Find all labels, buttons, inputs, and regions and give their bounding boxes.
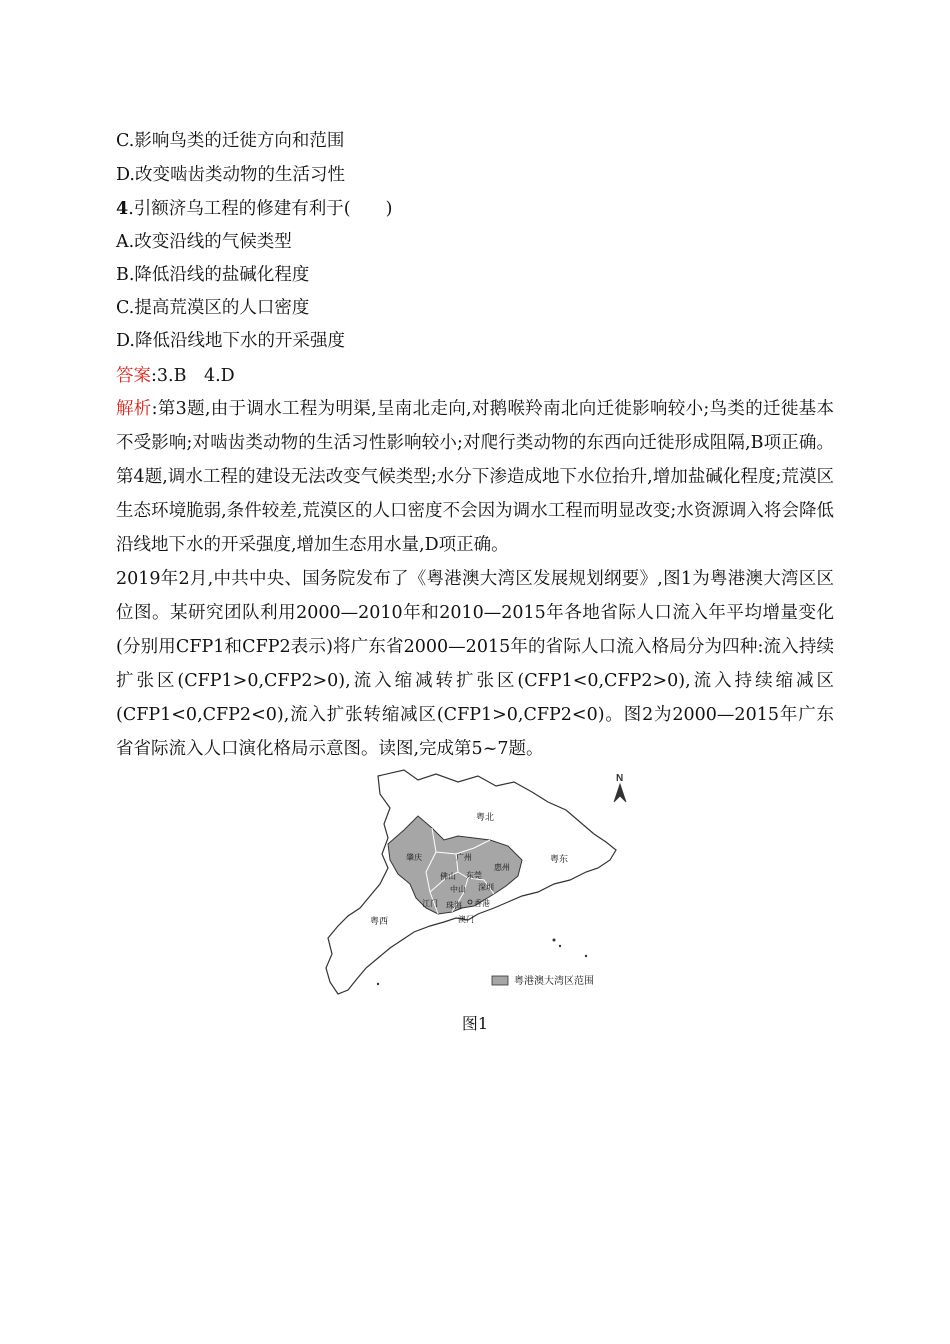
question-4-stem: [116, 199, 392, 219]
label-zhongshan: 中山: [450, 885, 466, 894]
answer-line: [116, 366, 235, 386]
label-xianggang: 香港: [474, 899, 490, 908]
label-huizhou: 惠州: [494, 863, 510, 872]
label-jiangmen: 江门: [422, 899, 438, 908]
island-dot: [553, 939, 556, 942]
label-dongguan: 东莞: [466, 871, 482, 880]
bay-area-map: [318, 768, 638, 996]
north-arrow-icon: [614, 784, 626, 802]
legend-label: 粤港澳大湾区范围: [514, 976, 594, 987]
legend-swatch: [492, 976, 508, 985]
island-dot: [377, 983, 379, 985]
option-4c: C.提高荒漠区的人口密度: [116, 298, 310, 318]
label-zhuhai: 珠海: [446, 901, 462, 910]
answer-label: 答案: [116, 366, 151, 386]
option-4a: A.改变沿线的气候类型: [116, 232, 292, 252]
label-yuedong: 粤东: [550, 854, 569, 864]
intro-text: 2019年2月,中共中央、国务院发布了《粤港澳大湾区发展规划纲要》,图1为粤港澳大湾区区位图。某研究团队利用2000—2010年和2010—2015年各地省际人口流入年平均增量变化(分别用CFP1和CFP2表示)将广东省2000—2015年的省际人口流入格局分为四种:流入持续扩张区(CFP1>0,CFP2>0),流入缩减转扩张区(CFP1<0,CFP2>0),流入持续缩减区(CFP1<0,CFP2<0),流入扩张转缩减区(CFP1>0,CFP2<0)。图2为2000—2015年广东省省际流入人口演化格局示意图。读图,完成第5~7题。: [116, 569, 834, 759]
analysis-label: 解析: [116, 399, 152, 419]
label-foshan: 佛山: [440, 872, 456, 881]
label-yuebei: 粤北: [476, 812, 495, 822]
analysis-paragraph: [116, 392, 834, 562]
intro-paragraph: [116, 562, 834, 766]
option-3d: D.改变啮齿类动物的生活习性: [116, 165, 345, 185]
option-4b: B.降低沿线的盐碱化程度: [116, 265, 310, 285]
analysis-text: :第3题,由于调水工程为明渠,呈南北走向,对鹅喉羚南北向迁徙影响较小;鸟类的迁徙基本不受影响;对啮齿类动物的生活习性影响较小;对爬行类动物的东西向迁徙形成阻隔,B项正确。第4题,调水工程的建设无法改变气候类型;水分下渗造成地下水位抬升,增加盐碱化程度;荒漠区生态环境脆弱,条件较差,荒漠区的人口密度不会因为调水工程而明显改变;水资源调入将会降低沿线地下水的开采强度,增加生态用水量,D项正确。: [116, 399, 834, 555]
option-4d: D.降低沿线地下水的开采强度: [116, 331, 345, 351]
label-yuexi: 粤西: [370, 916, 389, 926]
question-text: .引额济乌工程的修建有利于( ): [128, 199, 393, 219]
label-aomen: 澳门: [458, 915, 474, 924]
label-guangzhou: 广州: [456, 853, 472, 862]
answer-text: :3.B 4.D: [151, 366, 235, 386]
island-dot: [585, 955, 587, 957]
north-label: N: [616, 773, 624, 784]
label-zhaoqing: 肇庆: [406, 853, 422, 862]
label-shenzhen: 深圳: [478, 883, 494, 892]
option-3c: C.影响鸟类的迁徙方向和范围: [116, 131, 345, 151]
island-dot: [559, 945, 561, 947]
figure-caption: 图1: [461, 1014, 489, 1033]
question-number: 4: [116, 199, 129, 219]
